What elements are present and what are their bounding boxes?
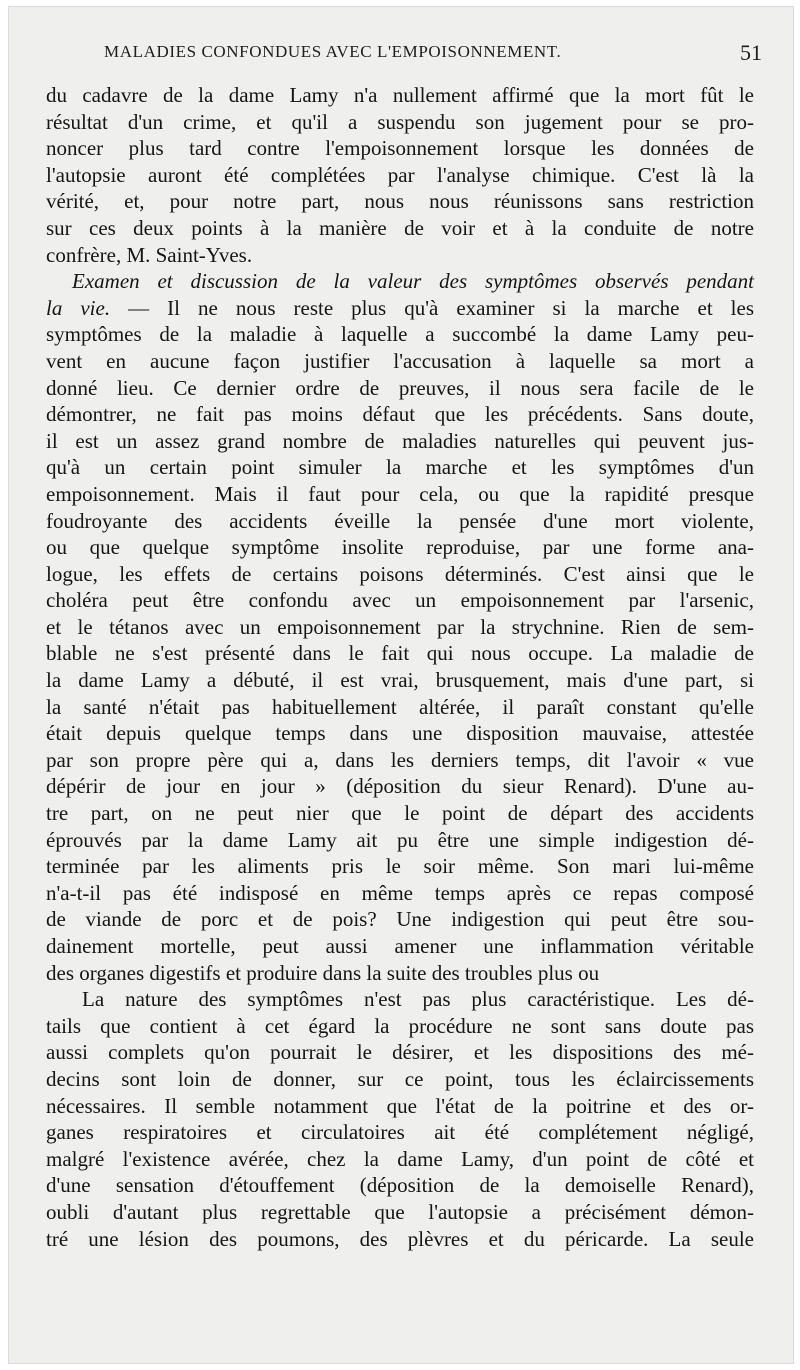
text-line: choléra peut être confondu avec un empoisonnement par l'arsenic, — [46, 588, 754, 613]
text-line: du cadavre de la dame Lamy n'a nullement affirmé que la mort fût le — [46, 83, 754, 107]
paragraph-2 — [46, 268, 754, 986]
text-line: terminée par les aliments pris le soir même. Son mari lui-même — [46, 854, 754, 879]
body-text — [46, 82, 754, 1252]
section-heading: Examen et discussion de la valeur des symptômes observés pendant — [72, 269, 754, 294]
text-line: par son propre père qui a, dans les derniers temps, dit l'avoir « vue — [46, 747, 754, 772]
page-header — [8, 42, 794, 72]
text-line: La nature des symptômes n'est pas plus caractéristique. Les dé- — [82, 987, 754, 1012]
text-line: la santé n'était pas habituellement altérée, il paraît constant qu'elle — [46, 694, 754, 719]
text-line: blable ne s'est présenté dans le fait qui nous occupe. La maladie de — [46, 641, 754, 666]
paragraph-3 — [46, 986, 754, 1252]
text-line: ou que quelque symptôme insolite reproduise, par une forme ana- — [46, 535, 754, 560]
text-line: tails que contient à cet égard la procédure ne sont sans doute pas — [46, 1013, 754, 1038]
text-line: vérité, et, pour notre part, nous nous réunissons sans restriction — [46, 189, 754, 214]
text-line: il est un assez grand nombre de maladies naturelles qui peuvent jus- — [46, 428, 754, 453]
text-line: empoisonnement. Mais il faut pour cela, ou que la rapidité presque — [46, 481, 754, 506]
text-line — [46, 295, 754, 322]
section-heading-end: la vie. — [46, 295, 111, 320]
text-line: des organes digestifs et produire dans la suite des troubles plus ou — [46, 960, 600, 985]
text-line: dainement mortelle, peut aussi amener une inflammation véritable — [46, 934, 754, 958]
text-line: decins sont loin de donner, sur ce point, tous les éclaircissements — [46, 1066, 754, 1091]
text-line: de viande de porc et de pois? Une indigestion qui peut être sou- — [46, 907, 754, 932]
heading-rest: — Il ne nous reste plus qu'à examiner si la marche et les — [110, 295, 755, 320]
text-line: foudroyante des accidents éveille la pensée d'une mort violente, — [46, 508, 754, 533]
text-line: malgré l'existence avérée, chez la dame Lamy, d'un point de côté et — [46, 1146, 754, 1171]
book-page — [8, 6, 794, 1364]
text-line: confrère, M. Saint-Yves. — [46, 242, 253, 267]
text-line: était depuis quelque temps dans une disposition mauvaise, attestée — [46, 721, 754, 746]
text-line: n'a-t-il pas été indisposé en même temps après ce repas composé — [46, 880, 754, 905]
text-line: la dame Lamy a débuté, il est vrai, brusquement, mais d'une part, si — [46, 668, 754, 693]
text-line: donné lieu. Ce dernier ordre de preuves, il nous sera facile de le — [46, 375, 754, 400]
text-line: tre part, on ne peut nier que le point de départ des accidents — [46, 801, 754, 826]
paragraph-1 — [46, 82, 754, 268]
text-line: nécessaires. Il semble notamment que l'état de la poitrine et des or- — [46, 1093, 754, 1118]
text-line: et le tétanos avec un empoisonnement par la strychnine. Rien de sem- — [46, 614, 754, 639]
text-line: aussi complets qu'on pourrait le désirer, et les dispositions des mé- — [46, 1040, 754, 1065]
text-line: d'une sensation d'étouffement (déposition de la demoiselle Renard), — [46, 1173, 754, 1198]
text-line: qu'à un certain point simuler la marche et les symptômes d'un — [46, 455, 754, 480]
text-line: tré une lésion des poumons, des plèvres et du péricarde. La seule — [46, 1226, 754, 1251]
text-line: dépérir de jour en jour » (déposition du sieur Renard). D'une au- — [46, 774, 754, 799]
text-line: l'autopsie auront été complétées par l'analyse chimique. C'est là la — [46, 162, 754, 187]
text-line: éprouvés par la dame Lamy ait pu être une simple indigestion dé- — [46, 827, 754, 852]
text-line: vent en aucune façon justifier l'accusation à laquelle sa mort a — [46, 348, 754, 373]
page-number: 51 — [740, 40, 762, 65]
text-line: noncer plus tard contre l'empoisonnement lorsque les données de — [46, 136, 754, 161]
text-line: symptômes de la maladie à laquelle a succombé la dame Lamy peu- — [46, 322, 754, 347]
text-line: ganes respiratoires et circulatoires ait été complétement négligé, — [46, 1120, 754, 1145]
text-line: logue, les effets de certains poisons déterminés. C'est ainsi que le — [46, 561, 754, 586]
text-line: démontrer, ne fait pas moins défaut que les précédents. Sans doute, — [46, 402, 754, 427]
text-line: oubli d'autant plus regrettable que l'autopsie a précisément démon- — [46, 1199, 754, 1224]
running-title: MALADIES CONFONDUES AVEC L'EMPOISONNEMENT. — [104, 42, 562, 61]
text-line: résultat d'un crime, et qu'il a suspendu son jugement pour se pro- — [46, 109, 754, 134]
text-line: sur ces deux points à la manière de voir et à la conduite de notre — [46, 215, 754, 240]
